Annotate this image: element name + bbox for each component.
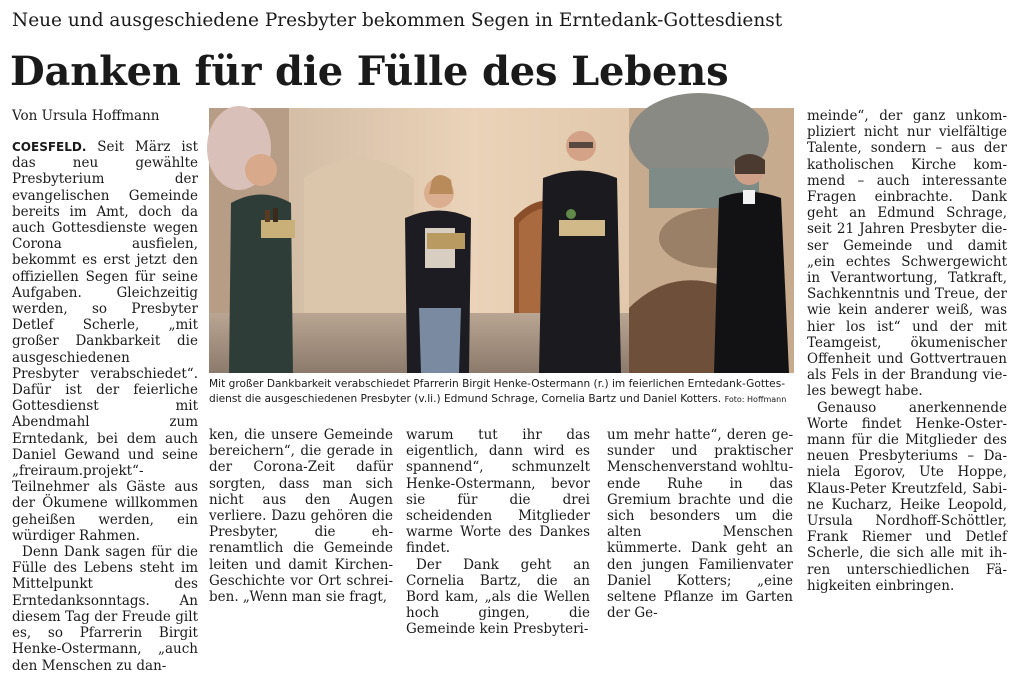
church-photo-image — [209, 108, 794, 373]
paragraph: Denn Dank sagen für die Fülle des Lebens steht im Mittelpunkt des Erntedanksonntags. An diesem Tag der Freude gilt es, so Pfarrerin Birgit Henke-Ostermann, „auch den Menschen zu dan- — [12, 544, 198, 674]
paragraph: warum tut ihr das eigentlich, dann wird es spannend“, schmunzelt Henke-Ostermann, bevor sie für die drei scheidenden Mitglieder warme Worte des Dankes findet. — [406, 427, 590, 557]
article-headline: Danken für die Fülle des Lebens — [10, 48, 729, 95]
text-column-3 — [406, 427, 590, 638]
paragraph: um mehr hatte“, deren gesunder und praktischer Menschenverstand wohltuende Ruhe in das Gremium brachte und die sich besonders um die alten Menschen kümmerte. Dank geht an den jungen Familienvater Daniel Kotters; „eine seltene Pflanze im Garten der Ge- — [607, 427, 793, 622]
article-kicker: Neue und ausgeschiedene Presbyter bekommen Segen in Erntedank-Gottesdienst — [12, 10, 783, 31]
dateline: COESFELD. — [12, 140, 87, 154]
caption-text: Mit großer Dankbarkeit verabschiedet Pfarrerin Birgit Henke-Ostermann (r.) im feierlichen Erntedank-Gottesdienst die ausgeschiedenen Presbyter (v.li.) Edmund Schrage, Cornelia Bartz und Daniel Kotters. — [209, 378, 786, 405]
text-column-4 — [607, 427, 793, 622]
article-photo — [209, 108, 794, 373]
text-column-1 — [12, 139, 198, 674]
article-byline: Von Ursula Hoffmann — [12, 108, 160, 124]
text-column-5 — [807, 108, 1007, 592]
paragraph: Der Dank geht an Cornelia Bartz, die an Bord kam, „als die Wellen hoch gingen, die Gemeinde kein Presbyteri- — [406, 556, 590, 638]
photo-caption — [209, 377, 794, 407]
paragraph: Genauso anerkennende Worte findet Henke-Ostermann für die Mitglieder des neuen Presbyteriums – Daniela Egorov, Ute Hoppe, Klaus-Peter Kreutzfeld, Sabine Kucharz, Heike Leopold, Ursula Nordhoff-Schöttler, Frank Riemer und Detlef Scherle, die sich alle mit ihren unterschiedlichen Fähigkeiten einbringen. — [807, 399, 1007, 594]
paragraph-text: Seit März ist das neu gewählte Presbyterium der evangelischen Gemeinde bereits im Amt, doch da auch Gottesdienste wegen Corona ausfielen, bekommt es erst jetzt den offiziellen Segen für seine Aufgaben. Gleichzeitig werden, so Presbyter Detlef Scherle, „mit großer Dankbarkeit die ausgeschiedenen Presbyter verabschiedet“. Dafür ist der feierliche Gottesdienst mit Abendmahl zum Erntedank, bei dem auch Daniel Gewand und seine „freiraum.projekt“-Teilnehmer als Gäste aus der Ökumene willkommen geheißen werden, ein würdiger Rahmen. — [12, 139, 198, 544]
text-column-2 — [209, 427, 393, 606]
photo-credit: Foto: Hoffmann — [724, 394, 787, 404]
paragraph: meinde“, der ganz unkompliziert nicht nur vielfältige Talente, sondern – aus der katholischen Kirche kommend – auch interessante Fragen einbrachte. Dank geht an Edmund Schrage, seit 21 Jahren Presbyter dieser Gemeinde und damit „ein echtes Schwergewicht in Verantwortung, Tatkraft, Sachkenntnis und Treue, der wie kein anderer weiß, was hier los ist“ und der mit Teamgeist, ökumenischer Offenheit und Gottvertrauen als Fels in der Brandung vieles bewegt habe. — [807, 108, 1007, 400]
paragraph: ken, die unsere Gemeinde bereichern“, die gerade in der Corona-Zeit dafür sorgten, dass man sich nicht aus den Augen verliere. Dazu gehören die Presbyter, die ehrenamtlich die Gemeinde leiten und damit KirchenGeschichte vor Ort schreiben. „Wenn man sie fragt, — [209, 427, 393, 606]
paragraph — [12, 139, 198, 544]
